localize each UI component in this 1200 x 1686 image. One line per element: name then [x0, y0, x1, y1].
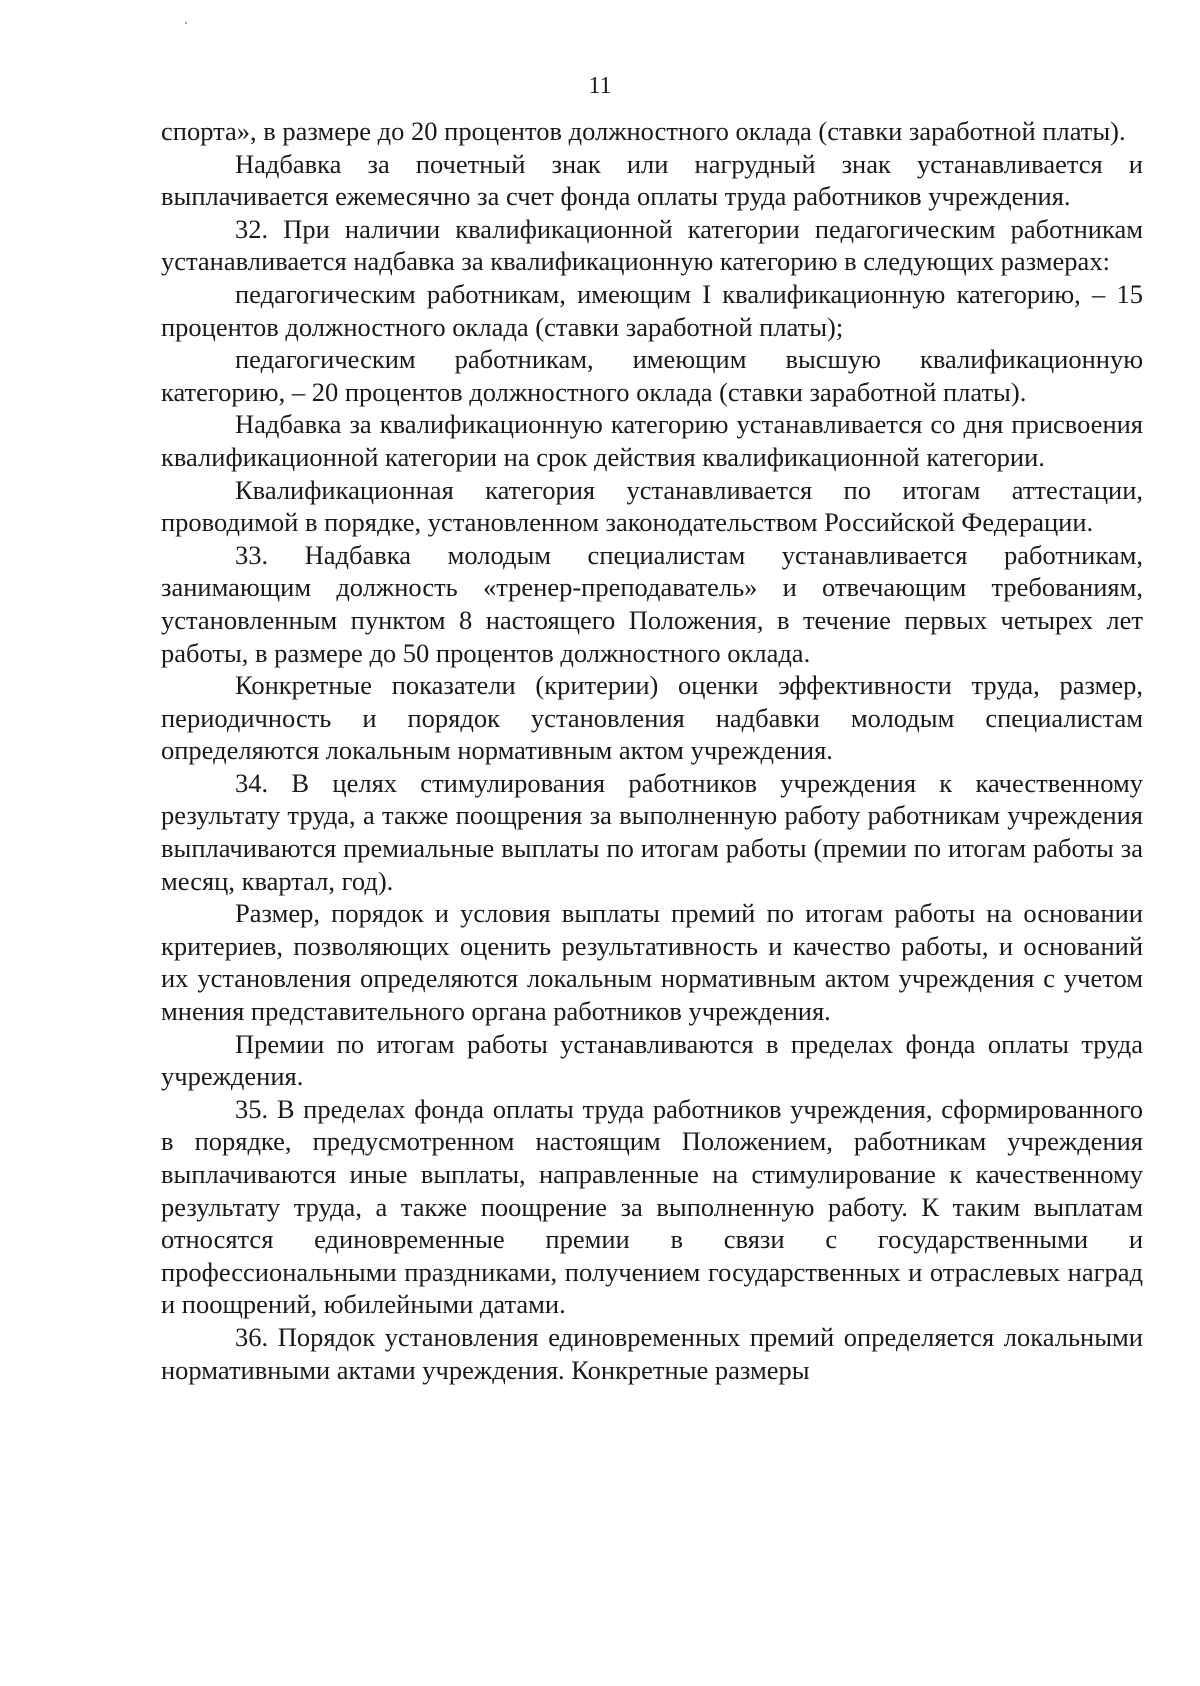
paragraph: педагогическим работникам, имеющим высшую квалификационную категорию, – 20 процентов должностного оклада (ставки заработной платы).: [161, 344, 1143, 407]
paragraph: Надбавка за квалификационную категорию устанавливается со дня присвоения квалификационной категории на срок действия квалификационной категории.: [161, 409, 1143, 472]
paragraph: спорта», в размере до 20 процентов должностного оклада (ставки заработной платы).: [161, 116, 1126, 146]
paragraph: Конкретные показатели (критерии) оценки эффективности труда, размер, периодичность и порядок установления надбавки молодым специалистам определяются локальным нормативным актом учреждения.: [161, 670, 1143, 766]
paragraph: 32. При наличии квалификационной категории педагогическим работникам устанавливается надбавка за квалификационную категорию в следующих размерах:: [161, 213, 1143, 277]
document-body: [161, 115, 1143, 1386]
paragraph: 35. В пределах фонда оплаты труда работников учреждения, сформированного в порядке, предусмотренном настоящим Положением, работникам учреждения выплачиваются иные выплаты, направленные на стимулирование к качественному результату труда, а также поощрение за выполненную работу. К таким выплатам относятся единовременные премии в связи с государственными и профессиональными праздниками, получением государственных и отраслевых наград и поощрений, юбилейными датами.: [161, 1093, 1143, 1320]
page-number: 11: [588, 73, 612, 99]
paragraph: Размер, порядок и условия выплаты премий по итогам работы на основании критериев, позволяющих оценить результативность и качество работы, и оснований их установления определяются локальным нормативным актом учреждения с учетом мнения представительного органа работников учреждения.: [161, 898, 1143, 1027]
paragraph: 36. Порядок установления единовременных премий определяется локальными нормативными актами учреждения. Конкретные размеры: [161, 1321, 1143, 1385]
paragraph: Квалификационная категория устанавливается по итогам аттестации, проводимой в порядке, установленном законодательством Российской Федерации.: [161, 474, 1143, 538]
paragraph: Премии по итогам работы устанавливаются в пределах фонда оплаты труда учреждения.: [161, 1028, 1143, 1092]
paragraph: 33. Надбавка молодым специалистам устанавливается работникам, занимающим должность «тренер-преподаватель» и отвечающим требованиям, установленным пунктом 8 настоящего Положения, в течение первых четырех лет работы, в размере до 50 процентов должностного оклада.: [161, 539, 1143, 668]
scan-speck: [185, 22, 187, 24]
paragraph: педагогическим работникам, имеющим I квалификационную категорию, – 15 процентов должностного оклада (ставки заработной платы);: [161, 278, 1143, 342]
paragraph: Надбавка за почетный знак или нагрудный знак устанавливается и выплачивается ежемесячно за счет фонда оплаты труда работников учреждения.: [161, 148, 1143, 212]
paragraph: 34. В целях стимулирования работников учреждения к качественному результату труда, а также поощрения за выполненную работу работникам учреждения выплачиваются премиальные выплаты по итогам работы (премии по итогам работы за месяц, квартал, год).: [161, 767, 1143, 896]
